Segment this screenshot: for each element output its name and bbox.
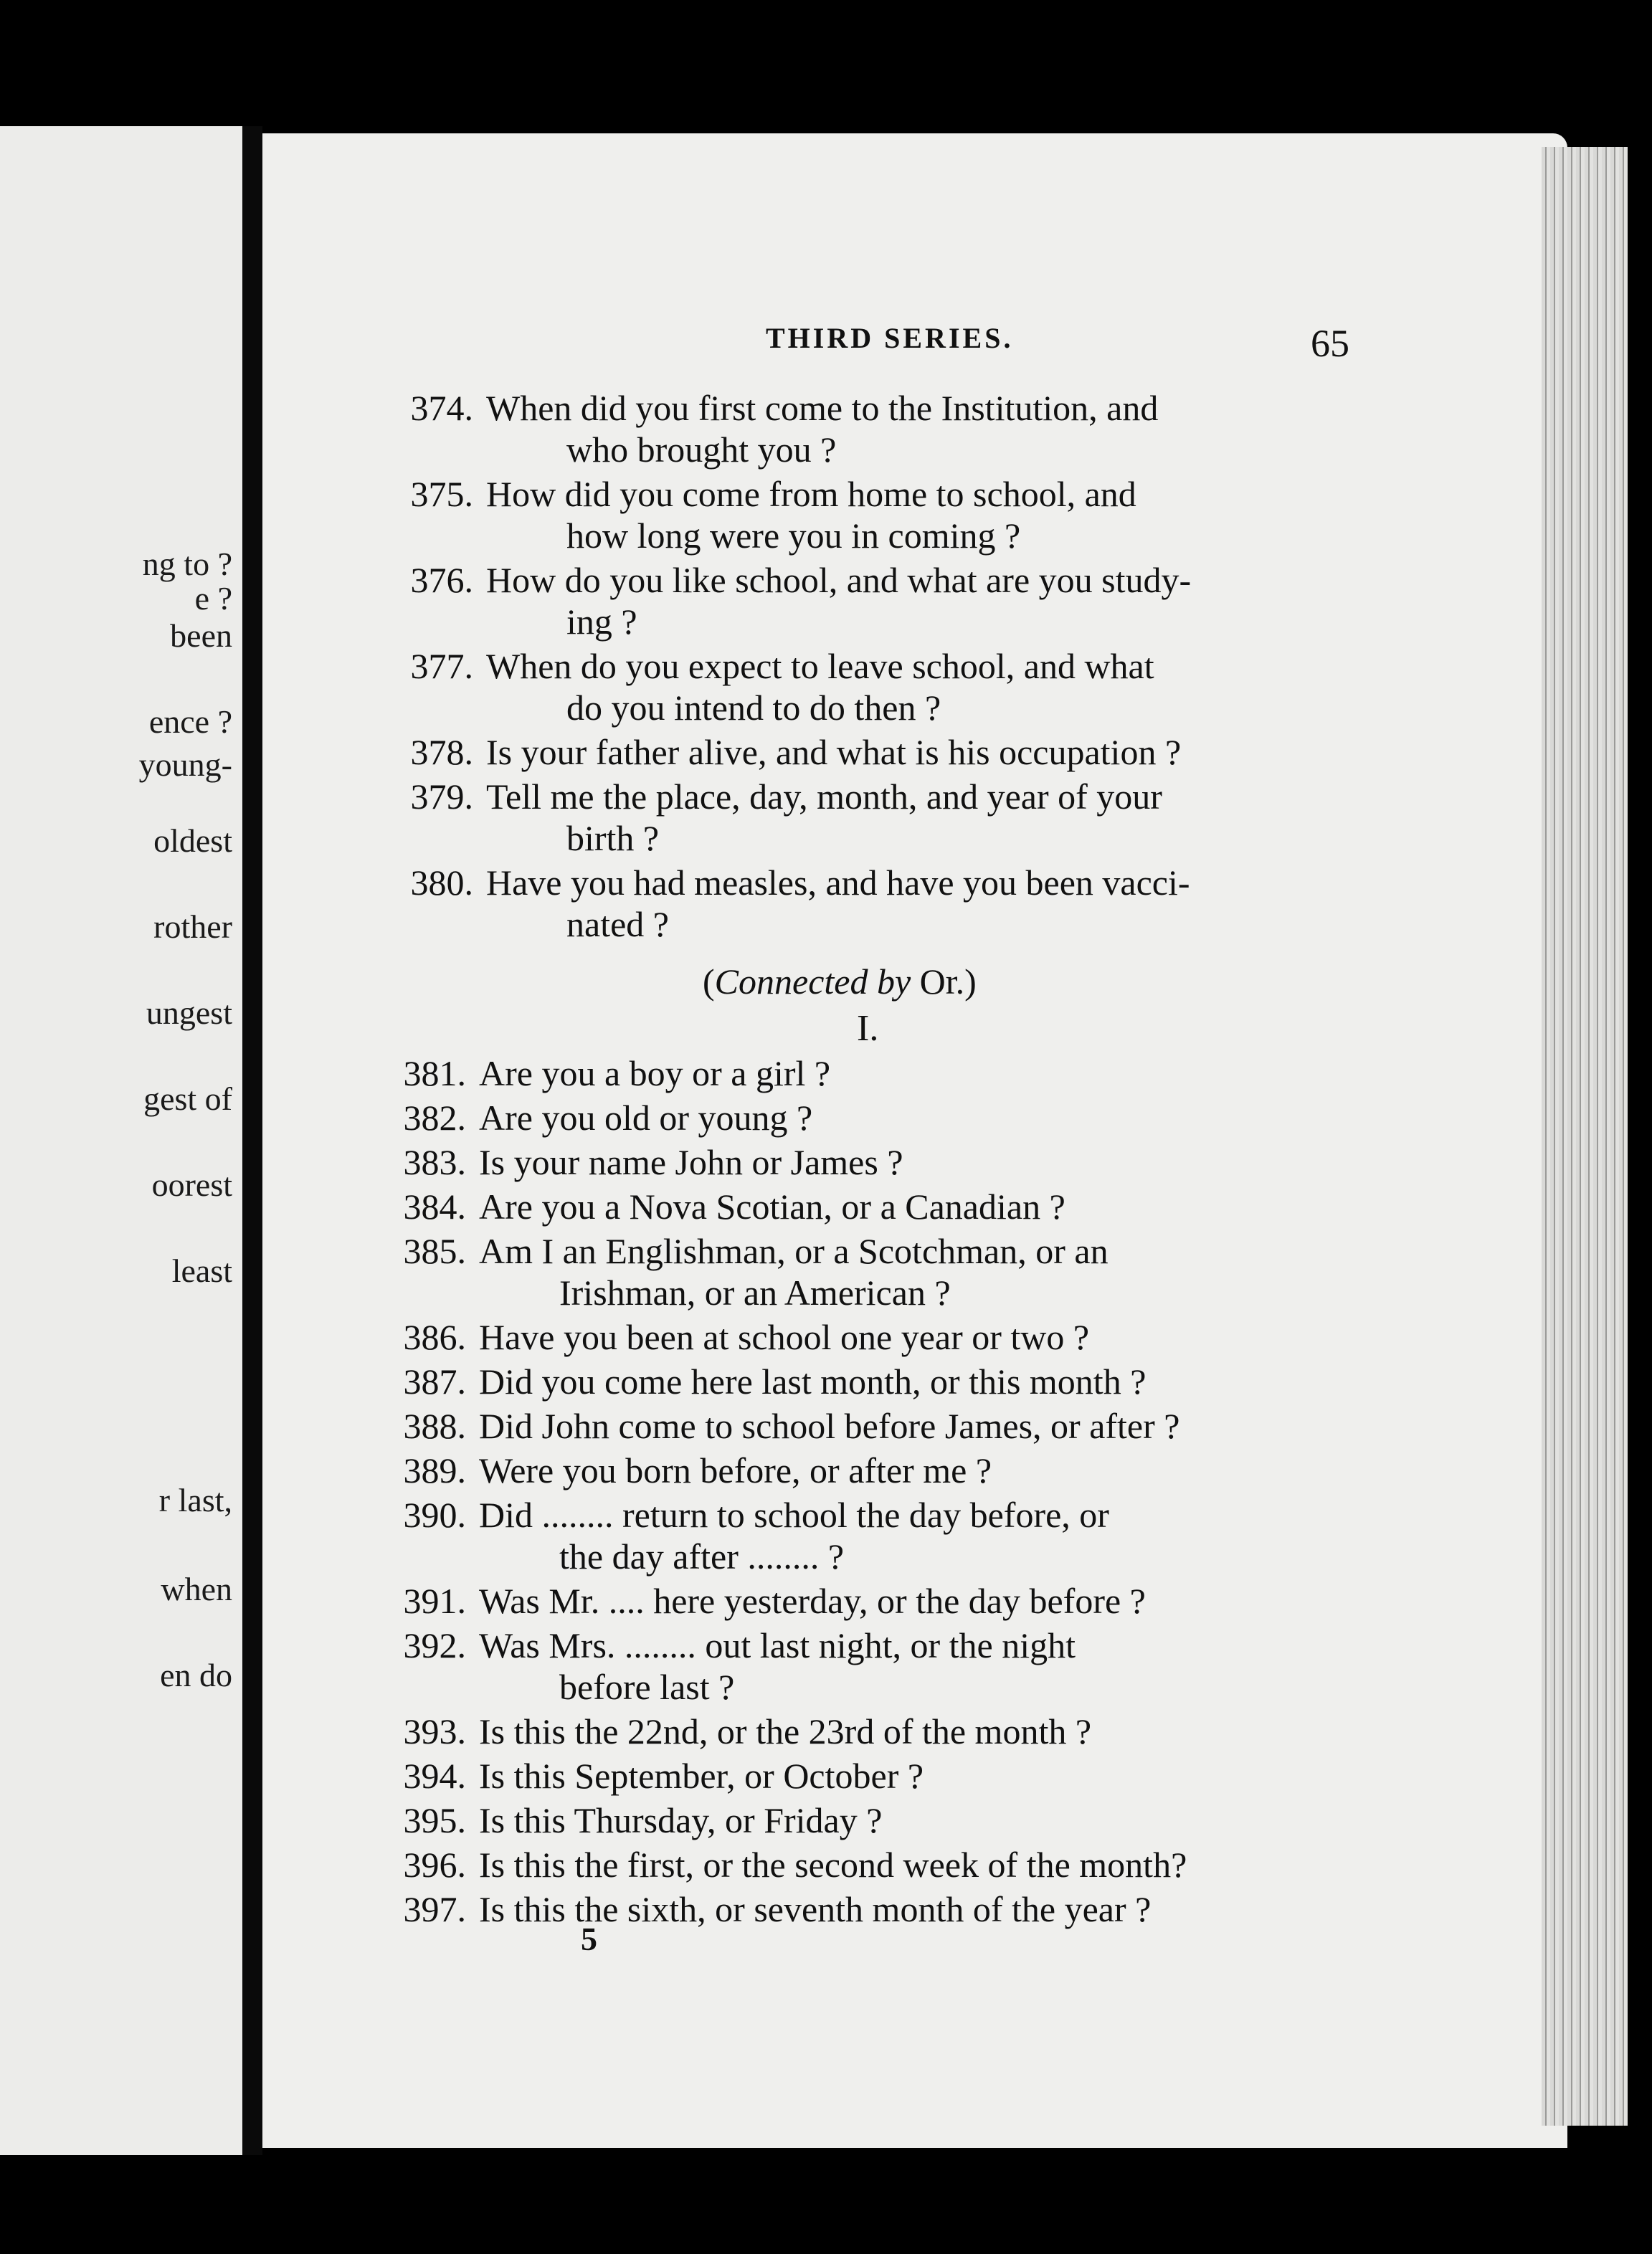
question-text [486, 473, 1355, 556]
question-line: When do you expect to leave school, and what [486, 646, 1154, 686]
question-number: 389. [403, 1450, 466, 1490]
question-number: 378. [410, 732, 473, 772]
question-text [479, 1755, 1355, 1797]
question-line: Did you come here last month, or this month ? [479, 1361, 1147, 1402]
left-page-fragment: young- [138, 746, 232, 783]
question-entry [366, 1844, 1355, 1886]
section-note: (Connected by Or.) [703, 961, 977, 1002]
question-number: 382. [403, 1098, 466, 1138]
question-number: 393. [403, 1711, 466, 1751]
question-continuation: how long were you in coming ? [566, 515, 1021, 556]
left-page-fragment: gest of [143, 1080, 232, 1117]
question-line: Is your name John or James ? [479, 1142, 903, 1182]
question-text [479, 1494, 1355, 1577]
question-line: How did you come from home to school, and [486, 474, 1136, 514]
question-entry [373, 645, 1355, 728]
question-text [486, 645, 1355, 728]
left-page-fragment: oorest [151, 1166, 232, 1203]
question-text [479, 1580, 1355, 1622]
question-entry [366, 1494, 1355, 1577]
question-line: Am I an Englishman, or a Scotchman, or an [479, 1231, 1109, 1271]
question-line: Did John come to school before James, or after ? [479, 1406, 1180, 1446]
question-line: Was Mr. .... here yesterday, or the day before ? [479, 1581, 1146, 1621]
question-line: Were you born before, or after me ? [479, 1450, 992, 1490]
question-number: 385. [403, 1231, 466, 1271]
page-number: 65 [1311, 322, 1349, 365]
question-number: 387. [403, 1361, 466, 1402]
question-line: Tell me the place, day, month, and year of your [486, 776, 1162, 817]
question-entry [366, 1888, 1355, 1930]
question-entry [366, 1580, 1355, 1622]
question-entry [366, 1361, 1355, 1402]
question-text [486, 862, 1355, 945]
left-page-fragment: rother [153, 908, 232, 945]
question-entry [366, 1625, 1355, 1708]
book-gutter [242, 126, 262, 2155]
question-line: When did you first come to the Institution, and [486, 388, 1159, 428]
question-line: Is this the 22nd, or the 23rd of the month ? [479, 1711, 1092, 1751]
question-text [479, 1097, 1355, 1138]
left-page-fragment: when [161, 1571, 232, 1607]
question-number: 381. [403, 1053, 466, 1093]
question-entry [366, 1316, 1355, 1358]
question-entry [373, 776, 1355, 859]
question-continuation: nated ? [566, 904, 669, 944]
question-text [479, 1888, 1355, 1930]
question-number: 392. [403, 1625, 466, 1665]
question-entry [366, 1230, 1355, 1313]
question-line: Are you a boy or a girl ? [479, 1053, 831, 1093]
question-entry [366, 1097, 1355, 1138]
question-number: 395. [403, 1800, 466, 1840]
question-entry [366, 1186, 1355, 1227]
question-continuation: Irishman, or an American ? [559, 1273, 951, 1313]
question-continuation: do you intend to do then ? [566, 688, 941, 728]
question-entry [373, 731, 1355, 773]
left-page-fragment: ungest [146, 994, 232, 1031]
question-line: Have you had measles, and have you been vacci- [486, 862, 1190, 903]
question-number: 394. [403, 1756, 466, 1796]
question-continuation: birth ? [566, 818, 660, 858]
question-continuation: who brought you ? [566, 429, 837, 470]
question-text [479, 1450, 1355, 1491]
question-number: 396. [403, 1845, 466, 1885]
left-page-fragment: r last, [158, 1482, 232, 1518]
question-line: Are you a Nova Scotian, or a Canadian ? [479, 1187, 1065, 1227]
question-entry [366, 1052, 1355, 1094]
question-line: Are you old or young ? [479, 1098, 813, 1138]
section-numeral: I. [857, 1008, 879, 1049]
question-list-part2 [366, 1052, 1355, 1933]
question-entry [366, 1755, 1355, 1797]
question-entry [366, 1450, 1355, 1491]
question-number: 386. [403, 1317, 466, 1357]
question-continuation: the day after ........ ? [559, 1536, 845, 1577]
left-page-fragment: oldest [153, 822, 232, 859]
question-text [479, 1844, 1355, 1886]
left-facing-page [0, 126, 242, 2155]
question-text [486, 776, 1355, 859]
question-line: Is this the first, or the second week of the month? [479, 1845, 1187, 1885]
question-text [479, 1141, 1355, 1183]
question-text [479, 1625, 1355, 1708]
question-number: 383. [403, 1142, 466, 1182]
question-line: Is your father alive, and what is his occupation ? [486, 732, 1182, 772]
section-note-italic: Connected by [714, 961, 911, 1002]
left-page-fragment: en do [160, 1657, 232, 1693]
question-number: 379. [410, 776, 473, 817]
question-entry [366, 1799, 1355, 1841]
question-line: Did ........ return to school the day before, or [479, 1495, 1109, 1535]
question-text [479, 1361, 1355, 1402]
question-line: Is this Thursday, or Friday ? [479, 1800, 883, 1840]
question-continuation: ing ? [566, 601, 637, 642]
question-text [486, 559, 1355, 642]
left-page-fragment: been [170, 617, 232, 654]
question-entry [366, 1405, 1355, 1447]
question-text [479, 1405, 1355, 1447]
question-entry [366, 1711, 1355, 1752]
question-line: Have you been at school one year or two ? [479, 1317, 1090, 1357]
question-list-part1 [373, 387, 1355, 948]
question-line: Is this September, or October ? [479, 1756, 924, 1796]
left-page-fragment: ng to ? [142, 546, 232, 582]
question-text [486, 387, 1355, 470]
question-number: 390. [403, 1495, 466, 1535]
question-line: Was Mrs. ........ out last night, or the night [479, 1625, 1076, 1665]
question-text [479, 1316, 1355, 1358]
question-number: 388. [403, 1406, 466, 1446]
question-number: 391. [403, 1581, 466, 1621]
question-entry [373, 473, 1355, 556]
question-number: 375. [410, 474, 473, 514]
left-page-fragment: ence ? [148, 703, 232, 740]
running-head: THIRD SERIES. [766, 322, 1014, 354]
question-number: 376. [410, 560, 473, 600]
question-text [479, 1230, 1355, 1313]
question-number: 397. [403, 1889, 466, 1929]
question-line: How do you like school, and what are you study- [486, 560, 1192, 600]
question-entry [373, 862, 1355, 945]
question-number: 384. [403, 1187, 466, 1227]
question-text [479, 1186, 1355, 1227]
left-page-fragment: e ? [194, 580, 232, 617]
left-page-fragment: least [171, 1252, 232, 1289]
question-entry [366, 1141, 1355, 1183]
question-number: 374. [410, 388, 473, 428]
question-text [479, 1799, 1355, 1841]
question-text [486, 731, 1355, 773]
question-entry [373, 559, 1355, 642]
question-number: 380. [410, 862, 473, 903]
signature-mark: 5 [581, 1921, 597, 1957]
page-edges [1542, 147, 1628, 2126]
question-number: 377. [410, 646, 473, 686]
question-line: Is this the sixth, or seventh month of the year ? [479, 1889, 1152, 1929]
question-continuation: before last ? [559, 1667, 735, 1707]
question-entry [373, 387, 1355, 470]
question-text [479, 1052, 1355, 1094]
question-text [479, 1711, 1355, 1752]
